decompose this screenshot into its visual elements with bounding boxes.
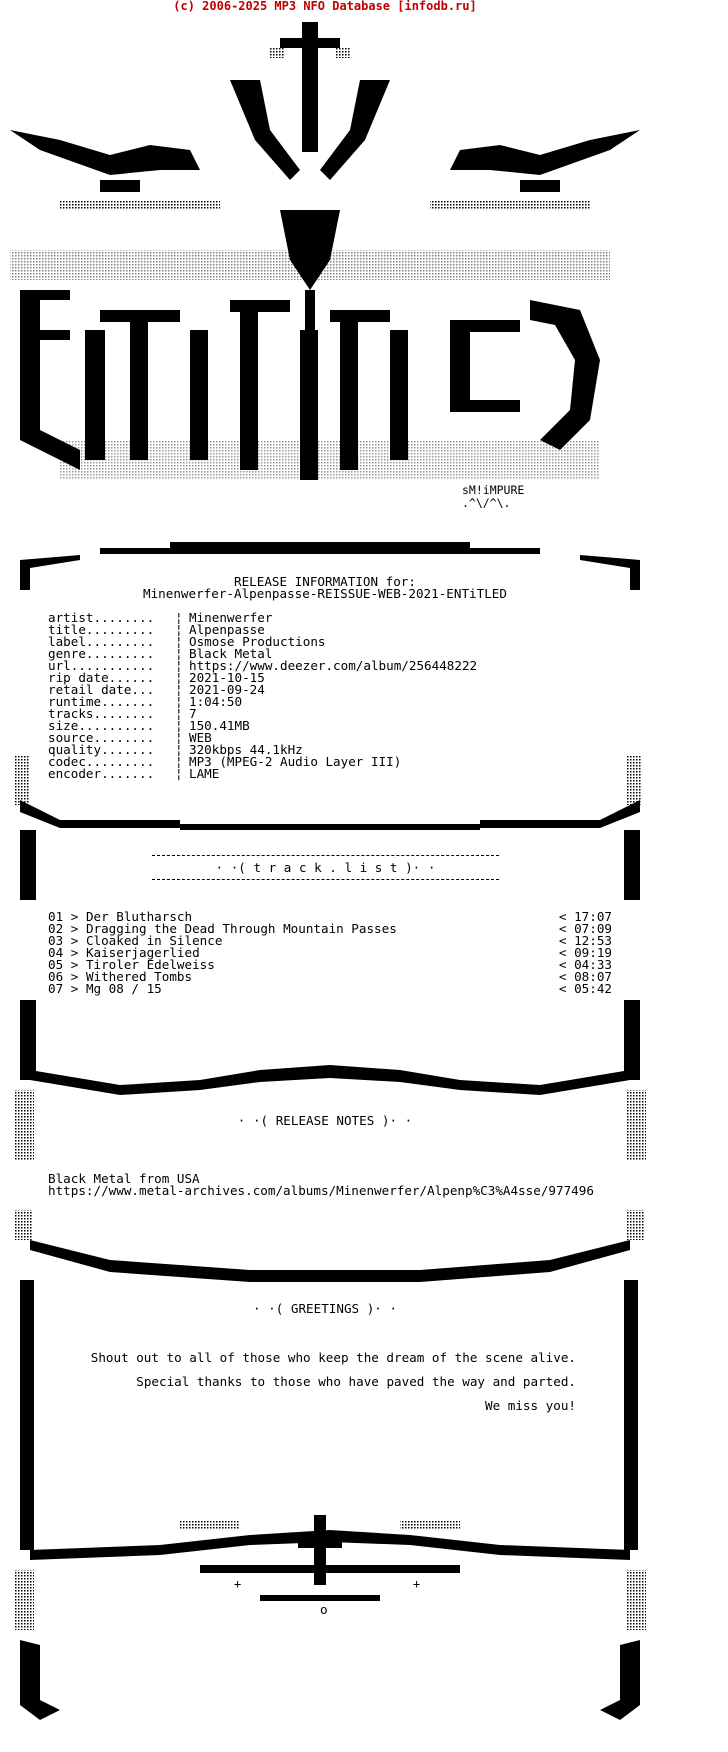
release-field-key: title......... bbox=[48, 622, 155, 637]
release-field-key: runtime....... bbox=[48, 694, 155, 709]
track-name: Cloaked in Silence bbox=[85, 933, 223, 948]
release-field-value: 7 bbox=[189, 706, 197, 721]
release-field-key: tracks........ bbox=[48, 706, 155, 721]
greetings-line: Shout out to all of those who keep the dream of the scene alive. bbox=[90, 1350, 576, 1365]
track-number: 04 > bbox=[48, 945, 79, 960]
track-duration: < 12:53 bbox=[558, 933, 612, 948]
release-field-key: rip date...... bbox=[48, 670, 155, 685]
release-field-value: 2021-10-15 bbox=[189, 670, 265, 685]
greetings-line: We miss you! bbox=[485, 1398, 576, 1413]
track-number: 01 > bbox=[48, 909, 79, 924]
track-duration: < 05:42 bbox=[558, 981, 612, 996]
release-field-separator: ¦ bbox=[175, 706, 183, 721]
release-field-separator: ¦ bbox=[175, 730, 183, 745]
track-name: Dragging the Dead Through Mountain Passes bbox=[85, 921, 397, 936]
release-field-separator: ¦ bbox=[175, 694, 183, 709]
release-field-value: LAME bbox=[189, 766, 220, 781]
release-field-value: https://www.deezer.com/album/256448222 bbox=[189, 658, 478, 673]
release-field-separator: ¦ bbox=[175, 658, 183, 673]
release-field-value: WEB bbox=[189, 730, 212, 745]
track-duration: < 07:09 bbox=[558, 921, 612, 936]
release-field-separator: ¦ bbox=[175, 646, 183, 661]
footer-mark: o bbox=[320, 1602, 328, 1617]
svg-text:+: + bbox=[234, 1577, 242, 1591]
release-field-key: quality....... bbox=[48, 742, 155, 757]
release-field-key: url........... bbox=[48, 658, 155, 673]
track-name: Tiroler Edelweiss bbox=[85, 957, 215, 972]
greetings-title: · ·( GREETINGS )· · bbox=[252, 1301, 398, 1316]
track-number: 06 > bbox=[48, 969, 79, 984]
release-field-value: 2021-09-24 bbox=[189, 682, 265, 697]
logo-signature: sM!iMPURE bbox=[462, 483, 525, 497]
release-name: Minenwerfer-Alpenpasse-REISSUE-WEB-2021-ENTiTLED bbox=[143, 586, 507, 601]
release-field-key: label......... bbox=[48, 634, 155, 649]
release-field-key: retail date... bbox=[48, 682, 155, 697]
track-name: Withered Tombs bbox=[85, 969, 193, 984]
release-field-separator: ¦ bbox=[175, 766, 183, 781]
release-field-key: genre......... bbox=[48, 646, 155, 661]
nfo-header: (c) 2006-2025 MP3 NFO Database [infodb.ru] bbox=[173, 0, 477, 13]
release-field-separator: ¦ bbox=[175, 634, 183, 649]
release-field-value: MP3 (MPEG-2 Audio Layer III) bbox=[189, 754, 402, 769]
track-name: Der Blutharsch bbox=[85, 909, 193, 924]
track-number: 02 > bbox=[48, 921, 79, 936]
release-field-separator: ¦ bbox=[175, 670, 183, 685]
release-field-separator: ¦ bbox=[175, 682, 183, 697]
track-duration: < 04:33 bbox=[558, 957, 612, 972]
release-field-separator: ¦ bbox=[175, 610, 183, 625]
release-field-separator: ¦ bbox=[175, 742, 183, 757]
release-field-value: 320kbps 44.1kHz bbox=[189, 742, 303, 757]
svg-text:+: + bbox=[413, 1577, 421, 1591]
track-name: Kaiserjagerlied bbox=[85, 945, 200, 960]
release-field-value: 150.41MB bbox=[189, 718, 250, 733]
tracklist-divider-bottom bbox=[152, 879, 499, 880]
release-info-heading: RELEASE INFORMATION for: bbox=[234, 574, 416, 589]
tracklist-divider-top bbox=[152, 855, 499, 856]
logo-mark: .^\/^\. bbox=[462, 496, 511, 510]
release-field-key: source........ bbox=[48, 730, 155, 745]
track-duration: < 08:07 bbox=[558, 969, 612, 984]
track-name: Mg 08 / 15 bbox=[85, 981, 162, 996]
track-duration: < 09:19 bbox=[558, 945, 612, 960]
track-number: 03 > bbox=[48, 933, 79, 948]
release-field-key: codec......... bbox=[48, 754, 155, 769]
greetings-line: Special thanks to those who have paved the way and parted. bbox=[136, 1374, 576, 1389]
release-field-separator: ¦ bbox=[175, 718, 183, 733]
release-field-separator: ¦ bbox=[175, 754, 183, 769]
release-field-separator: ¦ bbox=[175, 622, 183, 637]
release-notes-link: https://www.metal-archives.com/albums/Minenwerfer/Alpenp%C3%A4sse/977496 bbox=[48, 1183, 594, 1198]
release-field-value: 1:04:50 bbox=[189, 694, 243, 709]
track-row bbox=[48, 983, 612, 995]
release-field-key: encoder....... bbox=[48, 766, 155, 781]
release-field-row bbox=[48, 768, 219, 780]
release-field-key: size.......... bbox=[48, 718, 155, 733]
release-notes-title: · ·( RELEASE NOTES )· · bbox=[237, 1113, 413, 1128]
track-number: 07 > bbox=[48, 981, 79, 996]
release-field-value: Osmose Productions bbox=[189, 634, 326, 649]
release-field-value: Black Metal bbox=[189, 646, 273, 661]
release-field-value: Alpenpasse bbox=[189, 622, 265, 637]
track-duration: < 17:07 bbox=[558, 909, 612, 924]
tracklist-title: · ·( t r a c k . l i s t )· · bbox=[215, 860, 436, 875]
track-number: 05 > bbox=[48, 957, 79, 972]
release-notes-line: Black Metal from USA bbox=[48, 1171, 200, 1186]
release-field-value: Minenwerfer bbox=[189, 610, 273, 625]
release-field-key: artist........ bbox=[48, 610, 155, 625]
